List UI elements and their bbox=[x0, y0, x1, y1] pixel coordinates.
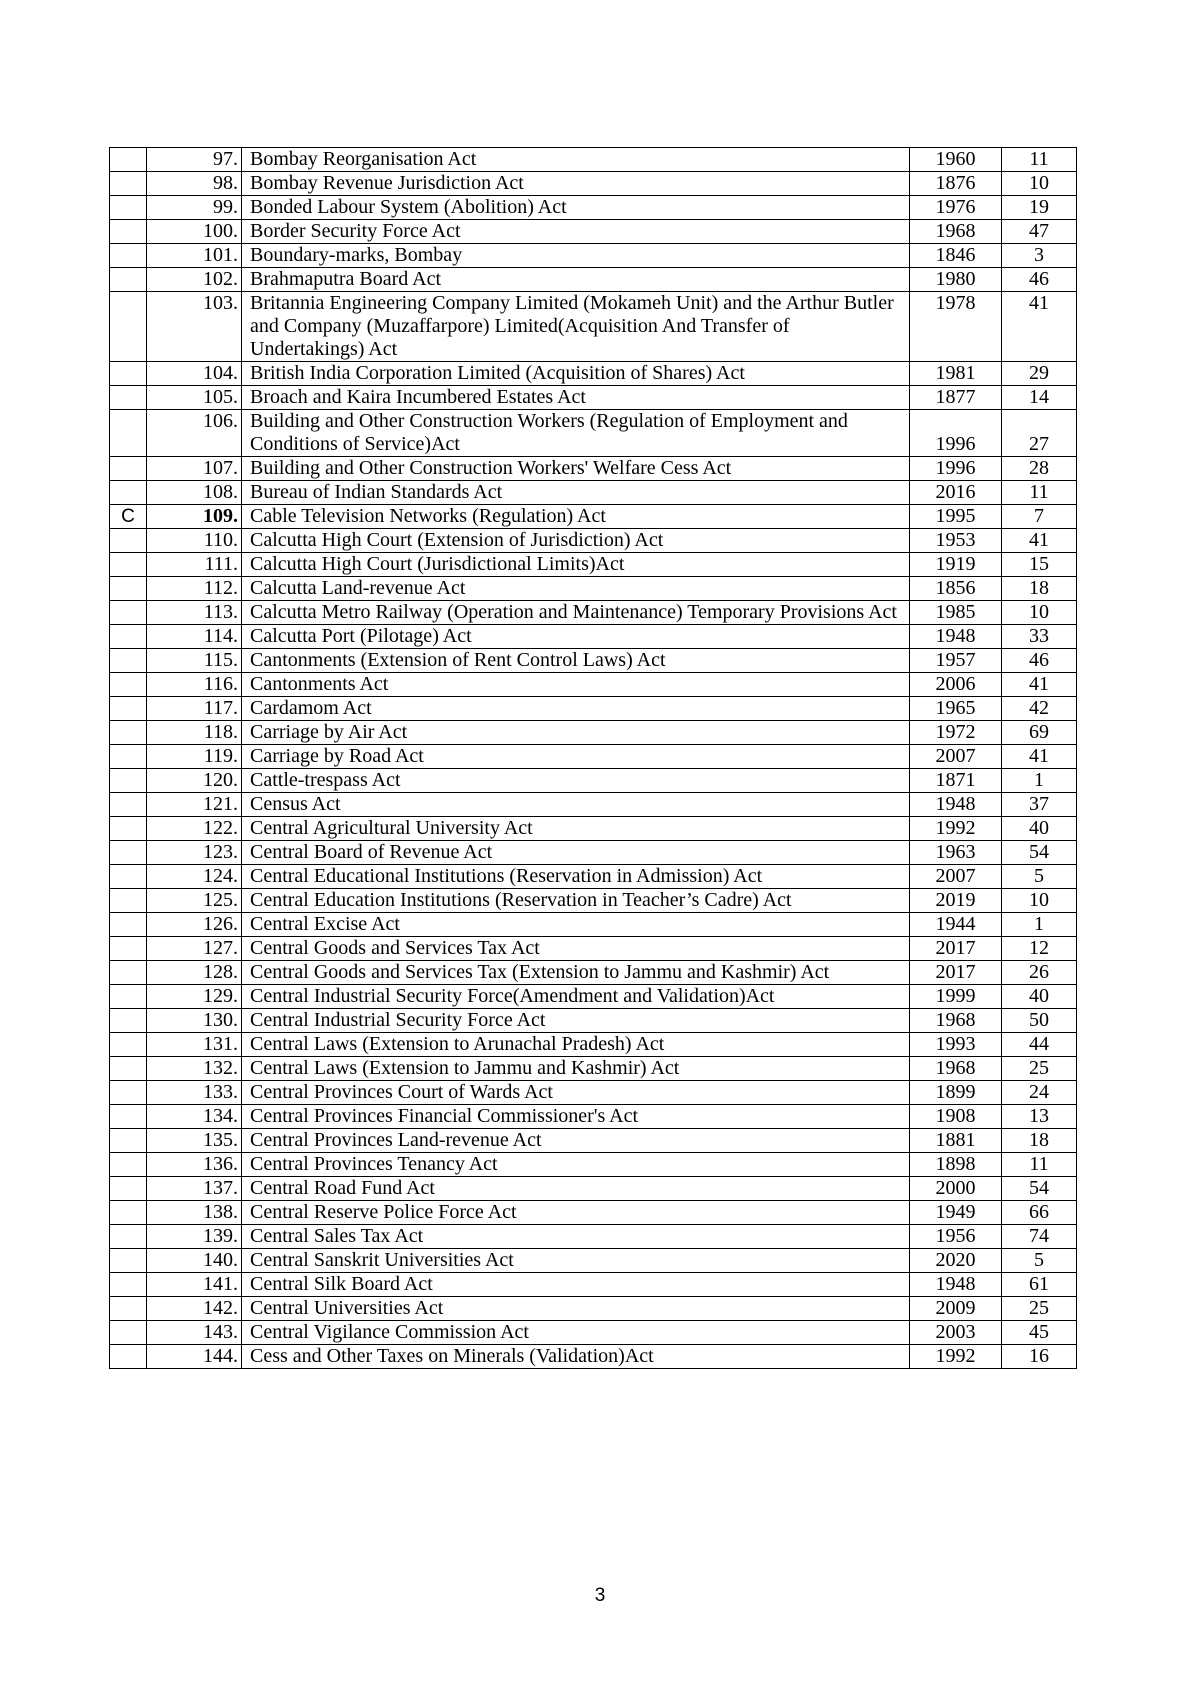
table-row bbox=[110, 553, 1077, 577]
act-year-cell: 1996 bbox=[910, 410, 1002, 457]
act-title-cell: Central Provinces Tenancy Act bbox=[242, 1153, 910, 1177]
table-row bbox=[110, 481, 1077, 505]
act-number-cell: 24 bbox=[1002, 1081, 1077, 1105]
act-title-cell: Central Laws (Extension to Jammu and Kashmir) Act bbox=[242, 1057, 910, 1081]
table-row bbox=[110, 1201, 1077, 1225]
act-title-cell: Cantonments (Extension of Rent Control Laws) Act bbox=[242, 649, 910, 673]
section-letter-cell bbox=[110, 148, 147, 172]
serial-number-cell: 105. bbox=[147, 386, 242, 410]
act-title-cell: Calcutta High Court (Jurisdictional Limits)Act bbox=[242, 553, 910, 577]
act-year-cell: 1881 bbox=[910, 1129, 1002, 1153]
act-title-cell: Brahmaputra Board Act bbox=[242, 268, 910, 292]
act-title-cell: Bureau of Indian Standards Act bbox=[242, 481, 910, 505]
table-row bbox=[110, 1273, 1077, 1297]
act-number-cell: 12 bbox=[1002, 937, 1077, 961]
section-letter-cell bbox=[110, 172, 147, 196]
section-letter-cell bbox=[110, 577, 147, 601]
table-row bbox=[110, 1033, 1077, 1057]
act-title-cell: Central Goods and Services Tax Act bbox=[242, 937, 910, 961]
section-letter-cell bbox=[110, 601, 147, 625]
act-number-cell: 41 bbox=[1002, 529, 1077, 553]
act-title-cell: Calcutta Land-revenue Act bbox=[242, 577, 910, 601]
table-row bbox=[110, 1057, 1077, 1081]
table-row bbox=[110, 601, 1077, 625]
act-year-cell: 2007 bbox=[910, 865, 1002, 889]
act-number-cell: 41 bbox=[1002, 673, 1077, 697]
acts-table-body bbox=[110, 148, 1077, 1369]
act-title-cell: Central Silk Board Act bbox=[242, 1273, 910, 1297]
section-letter-cell bbox=[110, 1201, 147, 1225]
act-year-cell: 1876 bbox=[910, 172, 1002, 196]
act-number-cell: 10 bbox=[1002, 601, 1077, 625]
act-title-cell: Census Act bbox=[242, 793, 910, 817]
table-row bbox=[110, 1153, 1077, 1177]
act-title-cell: Building and Other Construction Workers' Welfare Cess Act bbox=[242, 457, 910, 481]
section-letter-cell bbox=[110, 697, 147, 721]
serial-number-cell: 114. bbox=[147, 625, 242, 649]
act-year-cell: 2019 bbox=[910, 889, 1002, 913]
section-letter-cell bbox=[110, 937, 147, 961]
act-title-cell: Central Provinces Land-revenue Act bbox=[242, 1129, 910, 1153]
section-letter-cell bbox=[110, 1225, 147, 1249]
serial-number-cell: 122. bbox=[147, 817, 242, 841]
act-title-cell: Cable Television Networks (Regulation) Act bbox=[242, 505, 910, 529]
act-number-cell: 41 bbox=[1002, 745, 1077, 769]
section-letter-cell bbox=[110, 673, 147, 697]
serial-number-cell: 101. bbox=[147, 244, 242, 268]
section-letter-cell bbox=[110, 721, 147, 745]
table-row bbox=[110, 410, 1077, 457]
act-title-cell: Central Road Fund Act bbox=[242, 1177, 910, 1201]
serial-number-cell: 138. bbox=[147, 1201, 242, 1225]
table-row bbox=[110, 1249, 1077, 1273]
section-letter-cell bbox=[110, 1009, 147, 1033]
act-year-cell: 1965 bbox=[910, 697, 1002, 721]
act-title-cell: Carriage by Road Act bbox=[242, 745, 910, 769]
act-title-cell: Bombay Reorganisation Act bbox=[242, 148, 910, 172]
act-title-cell: Cardamom Act bbox=[242, 697, 910, 721]
act-year-cell: 1978 bbox=[910, 292, 1002, 362]
serial-number-cell: 120. bbox=[147, 769, 242, 793]
table-row bbox=[110, 529, 1077, 553]
act-year-cell: 2009 bbox=[910, 1297, 1002, 1321]
table-row bbox=[110, 268, 1077, 292]
serial-number-cell: 97. bbox=[147, 148, 242, 172]
section-letter-cell bbox=[110, 268, 147, 292]
act-year-cell: 2007 bbox=[910, 745, 1002, 769]
section-letter-cell bbox=[110, 1153, 147, 1177]
table-row bbox=[110, 889, 1077, 913]
table-row bbox=[110, 292, 1077, 362]
act-number-cell: 13 bbox=[1002, 1105, 1077, 1129]
section-letter-cell bbox=[110, 529, 147, 553]
act-year-cell: 1960 bbox=[910, 148, 1002, 172]
act-title-cell: Cantonments Act bbox=[242, 673, 910, 697]
table-row bbox=[110, 386, 1077, 410]
act-number-cell: 45 bbox=[1002, 1321, 1077, 1345]
section-letter-cell bbox=[110, 1057, 147, 1081]
table-row bbox=[110, 362, 1077, 386]
table-row bbox=[110, 172, 1077, 196]
act-title-cell: Central Educational Institutions (Reservation in Admission) Act bbox=[242, 865, 910, 889]
act-number-cell: 25 bbox=[1002, 1057, 1077, 1081]
section-letter-cell bbox=[110, 1345, 147, 1369]
act-title-cell: Bonded Labour System (Abolition) Act bbox=[242, 196, 910, 220]
serial-number-cell: 115. bbox=[147, 649, 242, 673]
act-number-cell: 26 bbox=[1002, 961, 1077, 985]
act-title-cell: Calcutta High Court (Extension of Jurisdiction) Act bbox=[242, 529, 910, 553]
serial-number-cell: 142. bbox=[147, 1297, 242, 1321]
table-row bbox=[110, 913, 1077, 937]
serial-number-cell: 130. bbox=[147, 1009, 242, 1033]
section-letter-cell bbox=[110, 841, 147, 865]
act-number-cell: 54 bbox=[1002, 841, 1077, 865]
table-row bbox=[110, 1105, 1077, 1129]
act-title-cell: Central Excise Act bbox=[242, 913, 910, 937]
serial-number-cell: 131. bbox=[147, 1033, 242, 1057]
act-year-cell: 1972 bbox=[910, 721, 1002, 745]
act-title-cell: Central Board of Revenue Act bbox=[242, 841, 910, 865]
act-title-cell: Central Agricultural University Act bbox=[242, 817, 910, 841]
table-row bbox=[110, 649, 1077, 673]
act-number-cell: 5 bbox=[1002, 865, 1077, 889]
act-year-cell: 1846 bbox=[910, 244, 1002, 268]
act-year-cell: 1981 bbox=[910, 362, 1002, 386]
table-row bbox=[110, 1321, 1077, 1345]
section-letter-cell bbox=[110, 196, 147, 220]
act-number-cell: 15 bbox=[1002, 553, 1077, 577]
table-row bbox=[110, 148, 1077, 172]
table-row bbox=[110, 244, 1077, 268]
table-row bbox=[110, 625, 1077, 649]
act-title-cell: British India Corporation Limited (Acquisition of Shares) Act bbox=[242, 362, 910, 386]
act-number-cell: 33 bbox=[1002, 625, 1077, 649]
act-year-cell: 1944 bbox=[910, 913, 1002, 937]
serial-number-cell: 112. bbox=[147, 577, 242, 601]
act-title-cell: Central Industrial Security Force Act bbox=[242, 1009, 910, 1033]
act-title-cell: Central Industrial Security Force(Amendment and Validation)Act bbox=[242, 985, 910, 1009]
act-title-cell: Cattle-trespass Act bbox=[242, 769, 910, 793]
act-number-cell: 11 bbox=[1002, 148, 1077, 172]
act-year-cell: 1899 bbox=[910, 1081, 1002, 1105]
table-row bbox=[110, 673, 1077, 697]
act-title-cell: Central Sales Tax Act bbox=[242, 1225, 910, 1249]
section-letter-cell bbox=[110, 769, 147, 793]
act-number-cell: 18 bbox=[1002, 577, 1077, 601]
serial-number-cell: 109. bbox=[147, 505, 242, 529]
serial-number-cell: 137. bbox=[147, 1177, 242, 1201]
act-number-cell: 61 bbox=[1002, 1273, 1077, 1297]
serial-number-cell: 103. bbox=[147, 292, 242, 362]
page-number: 3 bbox=[594, 1585, 606, 1606]
table-row bbox=[110, 745, 1077, 769]
act-year-cell: 1992 bbox=[910, 1345, 1002, 1369]
serial-number-cell: 100. bbox=[147, 220, 242, 244]
section-letter-cell bbox=[110, 244, 147, 268]
act-year-cell: 1957 bbox=[910, 649, 1002, 673]
section-letter-cell bbox=[110, 362, 147, 386]
section-letter-cell bbox=[110, 865, 147, 889]
section-letter-cell bbox=[110, 649, 147, 673]
serial-number-cell: 143. bbox=[147, 1321, 242, 1345]
section-letter-cell bbox=[110, 1321, 147, 1345]
serial-number-cell: 144. bbox=[147, 1345, 242, 1369]
act-title-cell: Central Provinces Financial Commissioner's Act bbox=[242, 1105, 910, 1129]
act-year-cell: 1968 bbox=[910, 1057, 1002, 1081]
serial-number-cell: 134. bbox=[147, 1105, 242, 1129]
act-number-cell: 54 bbox=[1002, 1177, 1077, 1201]
act-title-cell: Border Security Force Act bbox=[242, 220, 910, 244]
section-letter-cell bbox=[110, 1033, 147, 1057]
table-row bbox=[110, 220, 1077, 244]
act-title-cell: Central Sanskrit Universities Act bbox=[242, 1249, 910, 1273]
act-number-cell: 40 bbox=[1002, 817, 1077, 841]
act-number-cell: 40 bbox=[1002, 985, 1077, 1009]
act-year-cell: 1919 bbox=[910, 553, 1002, 577]
serial-number-cell: 118. bbox=[147, 721, 242, 745]
section-letter-cell bbox=[110, 889, 147, 913]
act-number-cell: 46 bbox=[1002, 649, 1077, 673]
section-letter-cell bbox=[110, 1273, 147, 1297]
section-letter-cell bbox=[110, 1297, 147, 1321]
act-title-cell: Calcutta Metro Railway (Operation and Maintenance) Temporary Provisions Act bbox=[242, 601, 910, 625]
section-letter-cell bbox=[110, 625, 147, 649]
serial-number-cell: 102. bbox=[147, 268, 242, 292]
act-year-cell: 1898 bbox=[910, 1153, 1002, 1177]
act-number-cell: 46 bbox=[1002, 268, 1077, 292]
act-number-cell: 14 bbox=[1002, 386, 1077, 410]
act-year-cell: 1999 bbox=[910, 985, 1002, 1009]
act-number-cell: 37 bbox=[1002, 793, 1077, 817]
act-year-cell: 1871 bbox=[910, 769, 1002, 793]
table-row bbox=[110, 865, 1077, 889]
act-year-cell: 1877 bbox=[910, 386, 1002, 410]
serial-number-cell: 99. bbox=[147, 196, 242, 220]
table-row bbox=[110, 1345, 1077, 1369]
section-letter-cell bbox=[110, 1081, 147, 1105]
act-number-cell: 7 bbox=[1002, 505, 1077, 529]
acts-table bbox=[109, 147, 1077, 1369]
act-year-cell: 1953 bbox=[910, 529, 1002, 553]
serial-number-cell: 108. bbox=[147, 481, 242, 505]
serial-number-cell: 119. bbox=[147, 745, 242, 769]
act-number-cell: 16 bbox=[1002, 1345, 1077, 1369]
act-year-cell: 1992 bbox=[910, 817, 1002, 841]
serial-number-cell: 116. bbox=[147, 673, 242, 697]
serial-number-cell: 128. bbox=[147, 961, 242, 985]
serial-number-cell: 113. bbox=[147, 601, 242, 625]
section-letter-cell bbox=[110, 985, 147, 1009]
section-letter-cell bbox=[110, 292, 147, 362]
act-number-cell: 28 bbox=[1002, 457, 1077, 481]
section-letter-cell bbox=[110, 961, 147, 985]
act-title-cell: Broach and Kaira Incumbered Estates Act bbox=[242, 386, 910, 410]
table-row bbox=[110, 697, 1077, 721]
act-year-cell: 2020 bbox=[910, 1249, 1002, 1273]
act-title-cell: Central Universities Act bbox=[242, 1297, 910, 1321]
section-letter-cell bbox=[110, 457, 147, 481]
table-row bbox=[110, 577, 1077, 601]
act-number-cell: 47 bbox=[1002, 220, 1077, 244]
act-year-cell: 1995 bbox=[910, 505, 1002, 529]
act-year-cell: 1956 bbox=[910, 1225, 1002, 1249]
act-title-cell: Central Education Institutions (Reservation in Teacher’s Cadre) Act bbox=[242, 889, 910, 913]
serial-number-cell: 125. bbox=[147, 889, 242, 913]
section-letter-cell bbox=[110, 817, 147, 841]
section-letter-cell bbox=[110, 913, 147, 937]
table-row bbox=[110, 937, 1077, 961]
table-row bbox=[110, 721, 1077, 745]
table-row bbox=[110, 985, 1077, 1009]
section-letter-cell bbox=[110, 1105, 147, 1129]
serial-number-cell: 127. bbox=[147, 937, 242, 961]
act-number-cell: 27 bbox=[1002, 410, 1077, 457]
section-letter-cell bbox=[110, 1129, 147, 1153]
act-year-cell: 1976 bbox=[910, 196, 1002, 220]
serial-number-cell: 136. bbox=[147, 1153, 242, 1177]
section-letter-cell bbox=[110, 481, 147, 505]
serial-number-cell: 117. bbox=[147, 697, 242, 721]
act-number-cell: 66 bbox=[1002, 1201, 1077, 1225]
table-row bbox=[110, 1009, 1077, 1033]
act-title-cell: Central Vigilance Commission Act bbox=[242, 1321, 910, 1345]
serial-number-cell: 133. bbox=[147, 1081, 242, 1105]
section-letter-cell bbox=[110, 793, 147, 817]
section-letter-cell: C bbox=[110, 505, 147, 529]
act-number-cell: 18 bbox=[1002, 1129, 1077, 1153]
serial-number-cell: 124. bbox=[147, 865, 242, 889]
serial-number-cell: 140. bbox=[147, 1249, 242, 1273]
act-year-cell: 1993 bbox=[910, 1033, 1002, 1057]
act-number-cell: 1 bbox=[1002, 769, 1077, 793]
act-year-cell: 1980 bbox=[910, 268, 1002, 292]
serial-number-cell: 104. bbox=[147, 362, 242, 386]
table-row bbox=[110, 457, 1077, 481]
section-letter-cell bbox=[110, 410, 147, 457]
serial-number-cell: 123. bbox=[147, 841, 242, 865]
act-year-cell: 1968 bbox=[910, 1009, 1002, 1033]
serial-number-cell: 129. bbox=[147, 985, 242, 1009]
act-year-cell: 1985 bbox=[910, 601, 1002, 625]
table-row bbox=[110, 1177, 1077, 1201]
section-letter-cell bbox=[110, 745, 147, 769]
serial-number-cell: 107. bbox=[147, 457, 242, 481]
act-title-cell: Central Provinces Court of Wards Act bbox=[242, 1081, 910, 1105]
table-row bbox=[110, 1297, 1077, 1321]
act-title-cell: Bombay Revenue Jurisdiction Act bbox=[242, 172, 910, 196]
act-title-cell: Boundary-marks, Bombay bbox=[242, 244, 910, 268]
table-row bbox=[110, 817, 1077, 841]
serial-number-cell: 106. bbox=[147, 410, 242, 457]
act-number-cell: 10 bbox=[1002, 889, 1077, 913]
act-year-cell: 1908 bbox=[910, 1105, 1002, 1129]
serial-number-cell: 141. bbox=[147, 1273, 242, 1297]
act-year-cell: 1996 bbox=[910, 457, 1002, 481]
act-number-cell: 11 bbox=[1002, 481, 1077, 505]
serial-number-cell: 121. bbox=[147, 793, 242, 817]
section-letter-cell bbox=[110, 386, 147, 410]
act-year-cell: 2017 bbox=[910, 937, 1002, 961]
serial-number-cell: 139. bbox=[147, 1225, 242, 1249]
act-number-cell: 25 bbox=[1002, 1297, 1077, 1321]
act-number-cell: 69 bbox=[1002, 721, 1077, 745]
act-year-cell: 1948 bbox=[910, 793, 1002, 817]
section-letter-cell bbox=[110, 1177, 147, 1201]
act-number-cell: 41 bbox=[1002, 292, 1077, 362]
section-letter-cell bbox=[110, 1249, 147, 1273]
act-title-cell: Central Laws (Extension to Arunachal Pradesh) Act bbox=[242, 1033, 910, 1057]
act-year-cell: 1968 bbox=[910, 220, 1002, 244]
serial-number-cell: 132. bbox=[147, 1057, 242, 1081]
serial-number-cell: 126. bbox=[147, 913, 242, 937]
serial-number-cell: 110. bbox=[147, 529, 242, 553]
act-number-cell: 74 bbox=[1002, 1225, 1077, 1249]
act-year-cell: 1949 bbox=[910, 1201, 1002, 1225]
act-year-cell: 2016 bbox=[910, 481, 1002, 505]
act-number-cell: 10 bbox=[1002, 172, 1077, 196]
serial-number-cell: 98. bbox=[147, 172, 242, 196]
table-row bbox=[110, 505, 1077, 529]
act-year-cell: 2006 bbox=[910, 673, 1002, 697]
act-year-cell: 1856 bbox=[910, 577, 1002, 601]
act-number-cell: 29 bbox=[1002, 362, 1077, 386]
act-title-cell: Calcutta Port (Pilotage) Act bbox=[242, 625, 910, 649]
act-title-cell: Central Goods and Services Tax (Extension to Jammu and Kashmir) Act bbox=[242, 961, 910, 985]
act-title-cell: Central Reserve Police Force Act bbox=[242, 1201, 910, 1225]
table-row bbox=[110, 1225, 1077, 1249]
section-letter-cell bbox=[110, 553, 147, 577]
act-year-cell: 2000 bbox=[910, 1177, 1002, 1201]
act-number-cell: 42 bbox=[1002, 697, 1077, 721]
act-number-cell: 19 bbox=[1002, 196, 1077, 220]
act-title-cell: Carriage by Air Act bbox=[242, 721, 910, 745]
act-year-cell: 1948 bbox=[910, 1273, 1002, 1297]
table-row bbox=[110, 769, 1077, 793]
act-number-cell: 11 bbox=[1002, 1153, 1077, 1177]
act-title-cell: Building and Other Construction Workers (Regulation of Employment and Conditions of Service)Act bbox=[242, 410, 910, 457]
section-letter-cell bbox=[110, 220, 147, 244]
act-year-cell: 2017 bbox=[910, 961, 1002, 985]
serial-number-cell: 111. bbox=[147, 553, 242, 577]
act-number-cell: 5 bbox=[1002, 1249, 1077, 1273]
act-year-cell: 1963 bbox=[910, 841, 1002, 865]
act-year-cell: 2003 bbox=[910, 1321, 1002, 1345]
act-number-cell: 44 bbox=[1002, 1033, 1077, 1057]
act-number-cell: 50 bbox=[1002, 1009, 1077, 1033]
table-row bbox=[110, 841, 1077, 865]
act-number-cell: 3 bbox=[1002, 244, 1077, 268]
table-row bbox=[110, 1081, 1077, 1105]
act-title-cell: Britannia Engineering Company Limited (Mokameh Unit) and the Arthur Butler and Company (Muzaffarpore) Limited(Acquisition And Transfer of Undertakings) Act bbox=[242, 292, 910, 362]
act-title-cell: Cess and Other Taxes on Minerals (Validation)Act bbox=[242, 1345, 910, 1369]
act-year-cell: 1948 bbox=[910, 625, 1002, 649]
table-row bbox=[110, 961, 1077, 985]
act-number-cell: 1 bbox=[1002, 913, 1077, 937]
table-row bbox=[110, 196, 1077, 220]
table-row bbox=[110, 1129, 1077, 1153]
table-row bbox=[110, 793, 1077, 817]
serial-number-cell: 135. bbox=[147, 1129, 242, 1153]
